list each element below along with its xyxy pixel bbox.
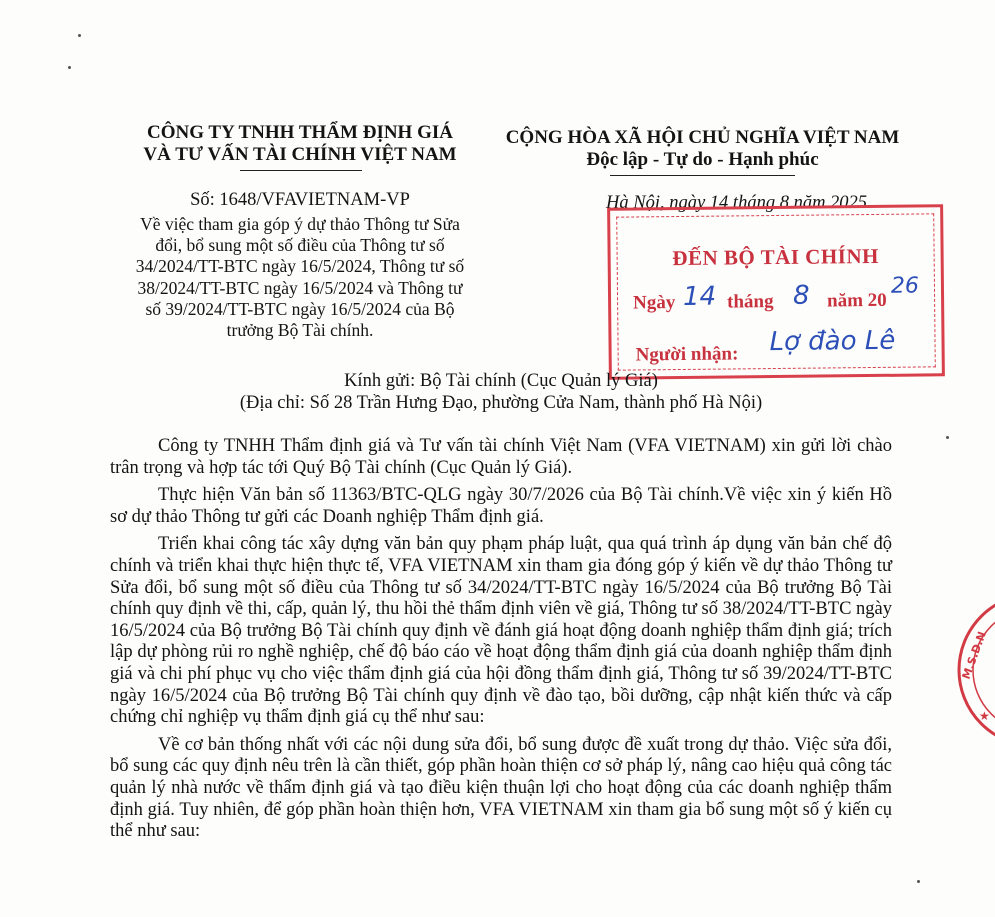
subject-line: 38/2024/TT-BTC ngày 16/5/2024 và Thông tư xyxy=(137,277,463,298)
stamp-year-label: năm 20 xyxy=(826,289,887,312)
subject-line: 34/2024/TT-BTC ngày 16/5/2024, Thông tư số xyxy=(135,256,465,277)
stamp-receiver-label: Người nhận: xyxy=(635,343,739,366)
side-seal-star-icon: ★ xyxy=(979,709,990,723)
scan-speck xyxy=(68,66,71,69)
side-seal-icon xyxy=(955,590,995,750)
body-text xyxy=(110,436,892,849)
national-motto-header xyxy=(490,127,915,171)
company-name-line2: VÀ TƯ VẤN TÀI CHÍNH VIỆT NAM xyxy=(143,144,457,165)
paragraph: Triển khai công tác xây dựng văn bản quy phạm pháp luật, qua quá trình áp dụng văn bản chế độ chính và triển khai thực hiện thực tế, VFA VIETNAM xin tham gia đóng góp ý kiến về dự thảo Thông tư Sửa đổi, bổ sung một số điều của Thông tư số 34/2024/TT-BTC ngày 16/5/2024 của Bộ trưởng Bộ Tài chính quy định về thi, cấp, quản lý, thu hồi thẻ thẩm định viên về giá, Thông tư số 38/2024/TT-BTC ngày 16/5/2024 của Bộ trưởng Bộ Tài chính quy định về đánh giá hoạt động doanh nghiệp thẩm định giá; trích lập dự phòng rủi ro nghề nghiệp, chế độ báo cáo về hoạt động thẩm định giá của doanh nghiệp thẩm định giá và chi phí phục vụ cho việc thẩm định giá của hội đồng thẩm định giá, Thông tư số 39/2024/TT-BTC ngày 16/5/2024 của Bộ trưởng Bộ Tài chính quy định về đào tạo, bồi dưỡng, cập nhật kiến thức và cấp chứng chỉ nghiệp vụ thẩm định giá cụ thể như sau: xyxy=(110,534,892,728)
motto-underline xyxy=(610,175,795,176)
stamp-year-value: 26 xyxy=(890,273,920,299)
nation-name: CỘNG HÒA XÃ HỘI CHỦ NGHĨA VIỆT NAM xyxy=(505,127,900,148)
subject-block xyxy=(110,214,490,341)
paragraph: Công ty TNHH Thẩm định giá và Tư vấn tài chính Việt Nam (VFA VIETNAM) xin gửi lời chào trân trọng và hợp tác tới Quý Bộ Tài chính (Cục Quản lý Giá). xyxy=(110,436,892,478)
company-header xyxy=(110,122,490,166)
paragraph: Về cơ bản thống nhất với các nội dung sửa đổi, bổ sung được đề xuất trong dự thảo. Việc sửa đổi, bổ sung các quy định nêu trên là cần thiết, góp phần hoàn thiện cơ sở pháp lý, nâng cao hiệu quả công tác quản lý nhà nước về thẩm định giá và tạo điều kiện thuận lợi cho hoạt động của các doanh nghiệp thẩm định giá. Tuy nhiên, để góp phần hoàn thiện hơn, VFA VIETNAM xin tham gia bổ sung một số ý kiến cụ thể như sau: xyxy=(110,734,892,842)
paragraph: Thực hiện Văn bản số 11363/BTC-QLG ngày 30/7/2026 của Bộ Tài chính.Về việc xin ý kiến Hồ sơ dự thảo Thông tư gửi các Doanh nghiệp Thẩm định giá. xyxy=(110,485,892,527)
stamp-receiver-signature: Lợ đào Lê xyxy=(769,325,896,358)
stamp-month-label: tháng xyxy=(726,291,774,313)
subject-line: Về việc tham gia góp ý dự thảo Thông tư Sửa xyxy=(140,214,460,234)
scan-speck xyxy=(946,436,949,439)
company-name-line1: CÔNG TY TNHH THẨM ĐỊNH GIÁ xyxy=(147,122,453,143)
side-seal-text: M.S.D.N xyxy=(959,629,989,682)
document-number: Số: 1648/VFAVIETNAM-VP xyxy=(190,190,410,210)
scan-speck xyxy=(917,880,920,883)
subject-line: trưởng Bộ Tài chính. xyxy=(226,320,374,341)
stamp-month-value: 8 xyxy=(792,280,810,311)
subject-line: số 39/2024/TT-BTC ngày 16/5/2024 của Bộ xyxy=(145,298,455,319)
stamp-day-value: 14 xyxy=(682,281,717,312)
header-underline xyxy=(240,170,362,171)
motto: Độc lập - Tự do - Hạnh phúc xyxy=(586,149,819,170)
recipient-address: (Địa chỉ: Số 28 Trần Hưng Đạo, phường Cửa Nam, thành phố Hà Nội) xyxy=(239,393,763,413)
stamp-day-label: Ngày xyxy=(632,292,676,314)
recipient-block xyxy=(110,370,892,414)
received-stamp xyxy=(607,204,945,380)
subject-line: đổi, bổ sung một số điều của Thông tư số xyxy=(155,235,445,256)
recipient-line: Kính gửi: Bộ Tài chính (Cục Quản lý Giá) xyxy=(344,371,658,391)
stamp-title: ĐẾN BỘ TÀI CHÍNH xyxy=(672,243,880,271)
scan-speck xyxy=(78,34,81,37)
place-date: Hà Nội, ngày 14 tháng 8 năm 2025 xyxy=(606,193,868,213)
